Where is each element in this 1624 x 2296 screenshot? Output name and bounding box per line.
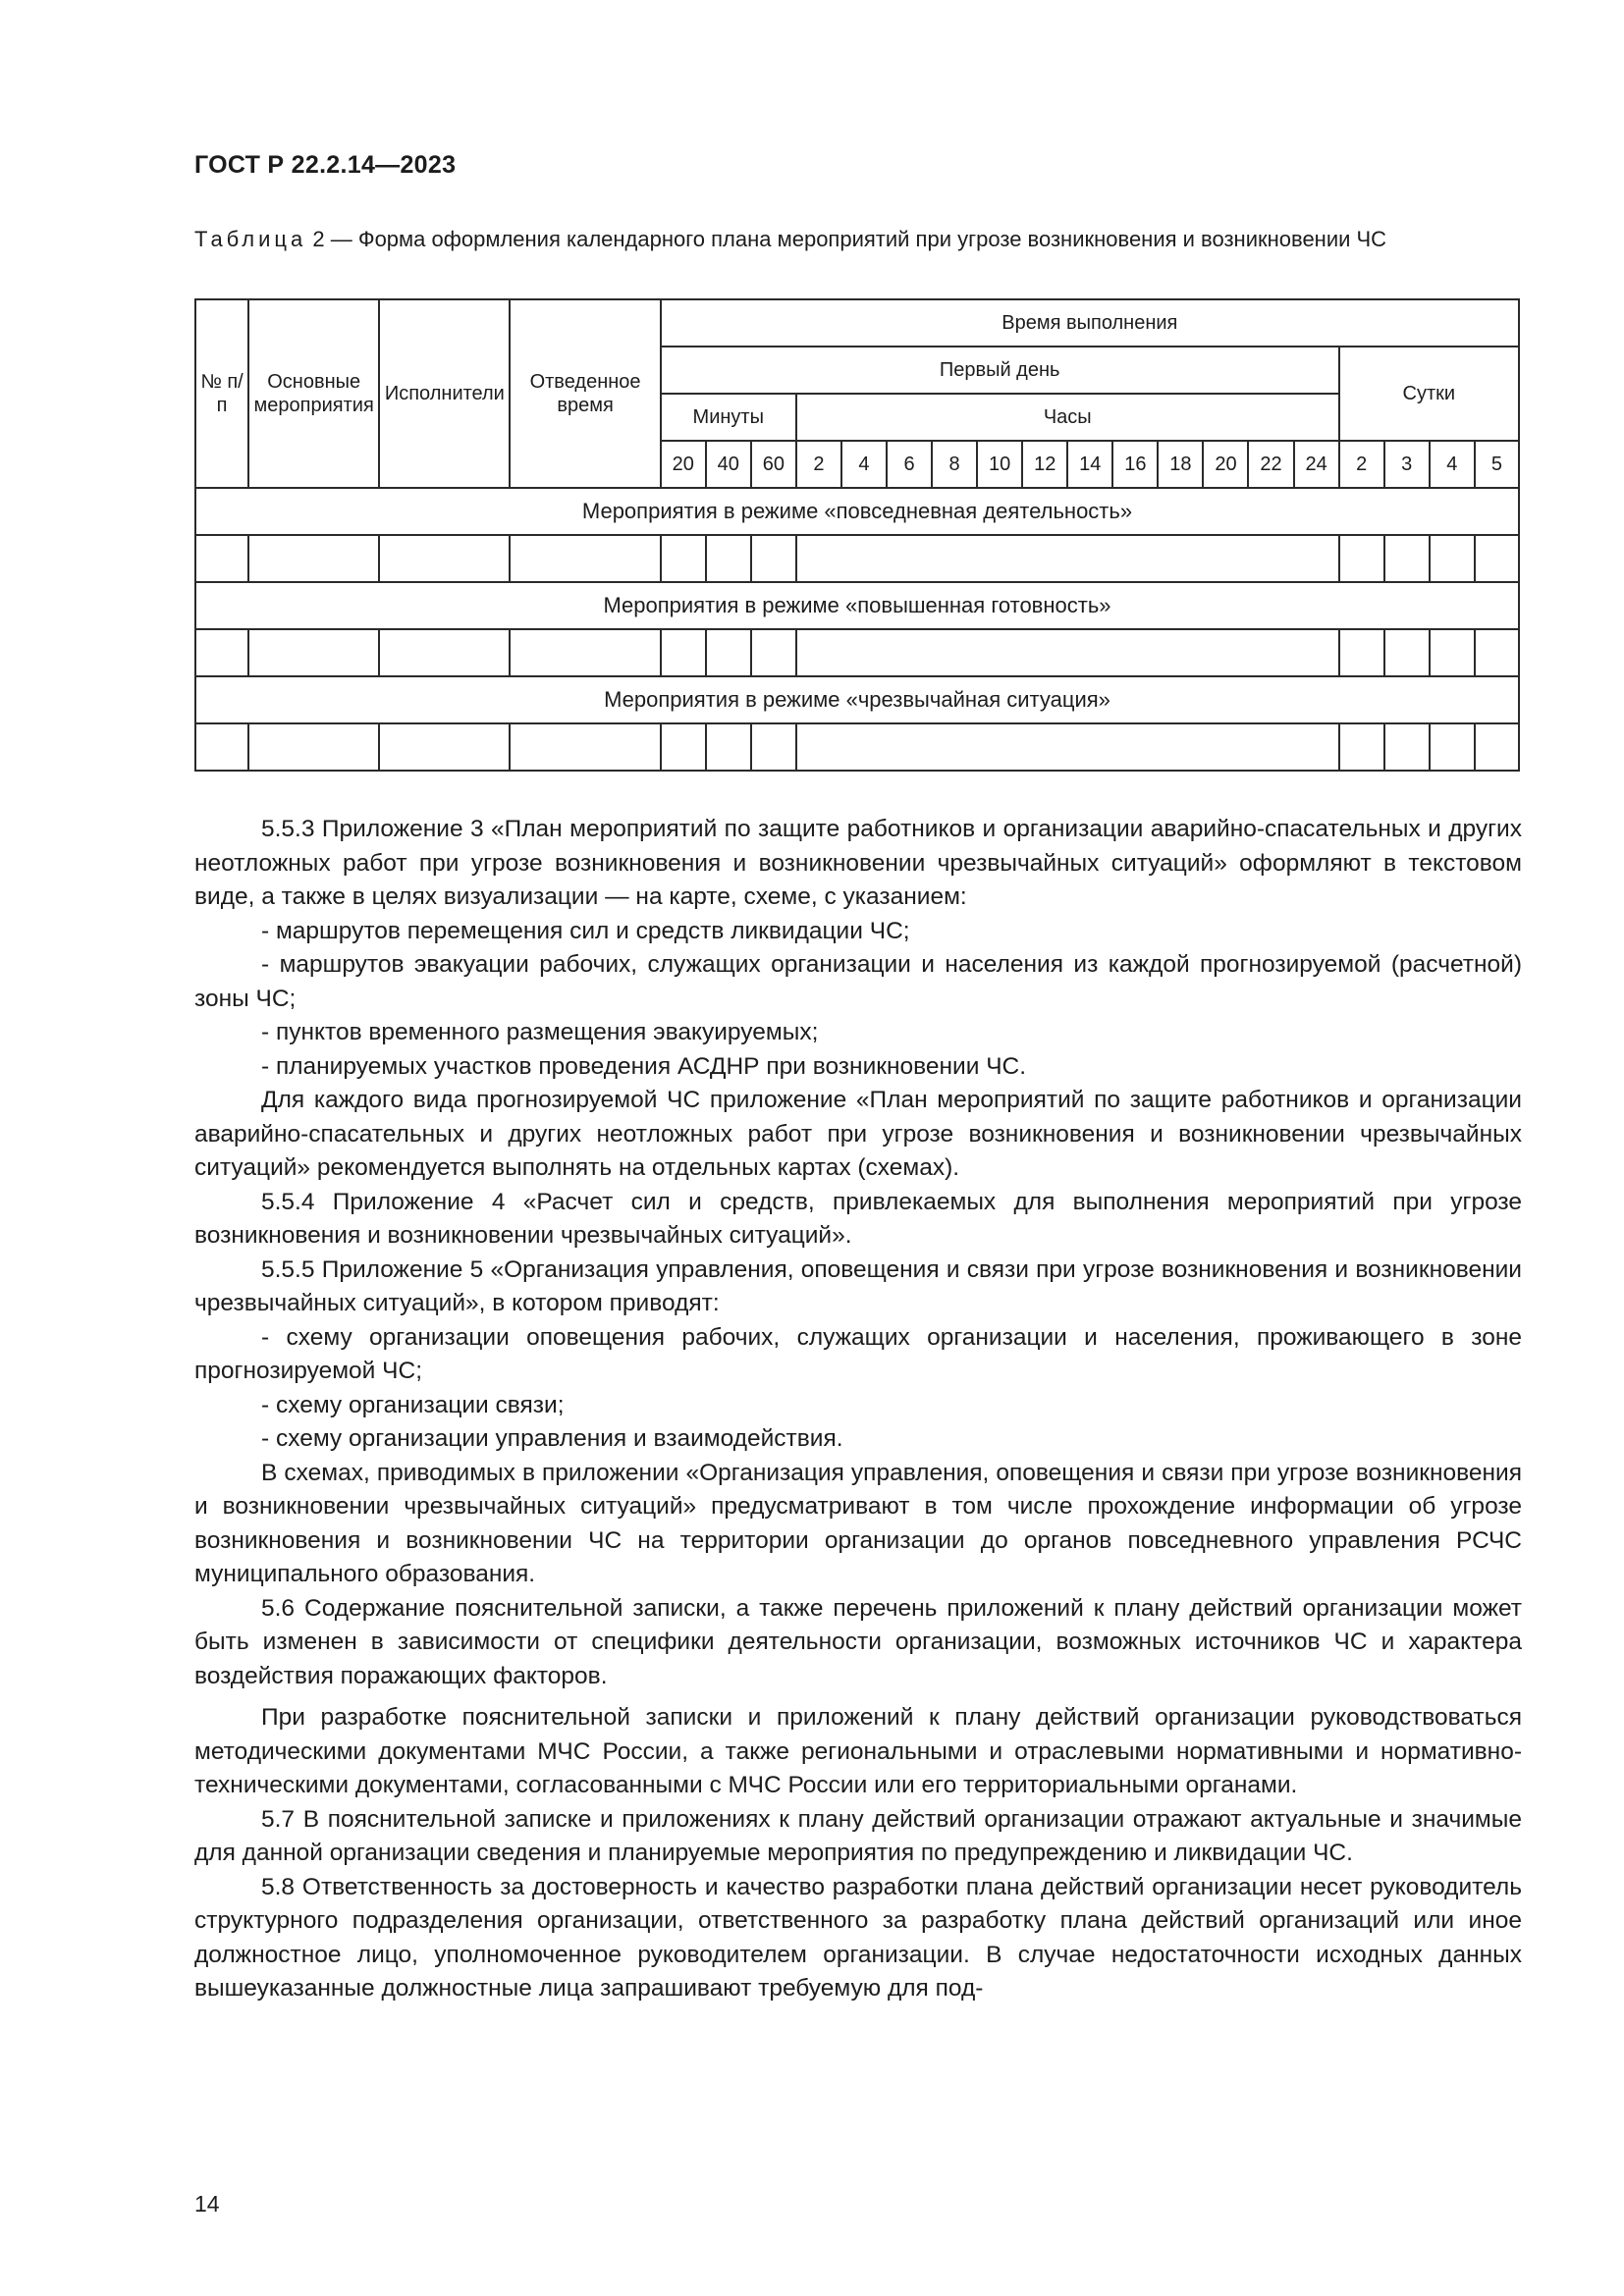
- table-row: [195, 723, 1519, 771]
- empty-cell: [661, 723, 706, 771]
- list-item: - маршрутов эвакуации рабочих, служащих организации и населения из каждой прогнозируемой (расчетной) зоны ЧС;: [194, 951, 1522, 1012]
- day-cell: 3: [1384, 441, 1430, 488]
- paragraph-5-5-5: 5.5.5 Приложение 5 «Организация управления, оповещения и связи при угрозе возникновения и возникновении чрезвычайных ситуаций», в котором приводят:: [194, 1255, 1522, 1316]
- header-executors: Исполнители: [379, 299, 510, 488]
- empty-cell: [1384, 535, 1430, 582]
- list-item: - планируемых участков проведения АСДНР при возникновении ЧС.: [261, 1052, 1027, 1080]
- section-row-daily: Мероприятия в режиме «повседневная деятельность»: [195, 488, 1519, 535]
- empty-cell: [1430, 629, 1475, 676]
- empty-cell: [751, 535, 796, 582]
- table-row: [195, 629, 1519, 676]
- calendar-plan-table: [194, 298, 1520, 772]
- header-days: Сутки: [1339, 347, 1519, 441]
- hour-cell: 24: [1294, 441, 1339, 488]
- minute-cell: 20: [661, 441, 706, 488]
- paragraph-5-5-3: 5.5.3 Приложение 3 «План мероприятий по защите работников и организации аварийно-спасательных и других неотложных работ при угрозе возникновения и возникновении чрезвычайных ситуаций» оформляют в текстовом виде, а также в целях визуализации — на карте, схеме, с указанием:: [194, 816, 1522, 910]
- empty-cell: [379, 535, 510, 582]
- header-hours: Часы: [796, 394, 1339, 441]
- empty-cell: [751, 629, 796, 676]
- paragraph-5-8: 5.8 Ответственность за достоверность и качество разработки плана действий организации несет руководитель структурного подразделения организации, ответственного за разработку плана действий организаций или иное должностное лицо, уполномоченное руководителем организации. В случае недостаточности исходных данных вышеуказанные должностные лица запрашивают требуемую для под-: [194, 1873, 1522, 2002]
- empty-cell: [1384, 723, 1430, 771]
- table-caption: [194, 224, 1522, 254]
- list-item: - маршрутов перемещения сил и средств ликвидации ЧС;: [261, 917, 910, 944]
- list-item: - пунктов временного размещения эвакуируемых;: [261, 1019, 819, 1045]
- hour-cell: 18: [1158, 441, 1203, 488]
- hour-cell: 8: [932, 441, 977, 488]
- paragraph-5-5-4: 5.5.4 Приложение 4 «Расчет сил и средств, привлекаемых для выполнения мероприятий при угрозе возникновения и возникновении чрезвычайных ситуаций».: [194, 1188, 1522, 1249]
- header-number: № п/п: [195, 299, 248, 488]
- empty-cell: [661, 629, 706, 676]
- hour-cell: 2: [796, 441, 841, 488]
- section-row-emergency: Мероприятия в режиме «чрезвычайная ситуация»: [195, 676, 1519, 723]
- table-caption-label: Таблица: [194, 227, 307, 251]
- day-cell: 4: [1430, 441, 1475, 488]
- header-allotted-time: Отведенное время: [510, 299, 660, 488]
- empty-cell: [1475, 535, 1519, 582]
- minute-cell: 40: [706, 441, 751, 488]
- empty-cell: [1384, 629, 1430, 676]
- paragraph: Для каждого вида прогнозируемой ЧС приложение «План мероприятий по защите работников и организации аварийно-спасательных и других неотложных работ при угрозе возникновения и возникновении чрезвычайных ситуаций» рекомендуется выполнять на отдельных картах (схемах).: [194, 1087, 1522, 1181]
- paragraph: В схемах, приводимых в приложении «Организация управления, оповещения и связи при угрозе возникновения и возникновении чрезвычайных ситуаций» предусматривают в том числе прохождение информации об угрозе возникновения и возникновении ЧС на территории организации до органов повседневного управления РСЧС муниципального образования.: [194, 1459, 1522, 1587]
- header-execution-time: Время выполнения: [661, 299, 1519, 347]
- hour-cell: 4: [841, 441, 887, 488]
- empty-cell: [706, 723, 751, 771]
- empty-cell: [248, 723, 379, 771]
- empty-cell: [195, 629, 248, 676]
- hour-cell: 20: [1203, 441, 1248, 488]
- empty-cell: [1430, 535, 1475, 582]
- day-cell: 2: [1339, 441, 1384, 488]
- document-id: ГОСТ Р 22.2.14—2023: [194, 151, 457, 179]
- empty-cell: [706, 535, 751, 582]
- hour-cell: 6: [887, 441, 932, 488]
- empty-cell: [1339, 723, 1384, 771]
- empty-cell: [751, 723, 796, 771]
- list-item: - схему организации связи;: [261, 1391, 565, 1418]
- list-item: - схему организации оповещения рабочих, служащих организации и населения, проживающего в зоне прогнозируемой ЧС;: [194, 1323, 1522, 1384]
- empty-cell: [195, 535, 248, 582]
- list-item: - схему организации управления и взаимодействия.: [261, 1425, 843, 1452]
- empty-cell: [248, 535, 379, 582]
- header-first-day: Первый день: [661, 347, 1339, 394]
- paragraph-5-7: 5.7 В пояснительной записке и приложениях к плану действий организации отражают актуальные и значимые для данной организации сведения и планируемые мероприятия по предупреждению и ликвидации ЧС.: [194, 1805, 1522, 1866]
- hour-cell: 16: [1112, 441, 1158, 488]
- table-row: [195, 535, 1519, 582]
- empty-cell: [248, 629, 379, 676]
- empty-cell: [1475, 629, 1519, 676]
- empty-cell: [1339, 535, 1384, 582]
- empty-cell: [510, 723, 660, 771]
- header-main-activities: Основные мероприятия: [248, 299, 379, 488]
- section-row-alert: Мероприятия в режиме «повышенная готовность»: [195, 582, 1519, 629]
- minute-cell: 60: [751, 441, 796, 488]
- paragraph-5-6: 5.6 Содержание пояснительной записки, а также перечень приложений к плану действий организации может быть изменен в зависимости от специфики деятельности организации, возможных источников ЧС и характера воздействия поражающих факторов.: [194, 1594, 1522, 1689]
- hour-cell: 12: [1022, 441, 1067, 488]
- empty-cell: [510, 535, 660, 582]
- empty-cell: [796, 535, 1339, 582]
- hour-cell: 10: [977, 441, 1022, 488]
- empty-cell: [706, 629, 751, 676]
- paragraph: При разработке пояснительной записки и приложений к плану действий организации руководствоваться методическими документами МЧС России, а также региональными и отраслевыми нормативными и нормативно-техническими документами, согласованными с МЧС России или его территориальными органами.: [194, 1704, 1522, 1798]
- hour-cell: 22: [1248, 441, 1293, 488]
- empty-cell: [1339, 629, 1384, 676]
- day-cell: 5: [1475, 441, 1519, 488]
- empty-cell: [379, 629, 510, 676]
- body-text: [194, 813, 1522, 2006]
- empty-cell: [1475, 723, 1519, 771]
- empty-cell: [796, 629, 1339, 676]
- empty-cell: [1430, 723, 1475, 771]
- empty-cell: [379, 723, 510, 771]
- empty-cell: [661, 535, 706, 582]
- table-caption-text: 2 — Форма оформления календарного плана мероприятий при угрозе возникновения и возникновении ЧС: [306, 227, 1387, 251]
- header-minutes: Минуты: [661, 394, 796, 441]
- page-number: 14: [194, 2191, 220, 2216]
- hour-cell: 14: [1067, 441, 1112, 488]
- empty-cell: [195, 723, 248, 771]
- empty-cell: [510, 629, 660, 676]
- empty-cell: [796, 723, 1339, 771]
